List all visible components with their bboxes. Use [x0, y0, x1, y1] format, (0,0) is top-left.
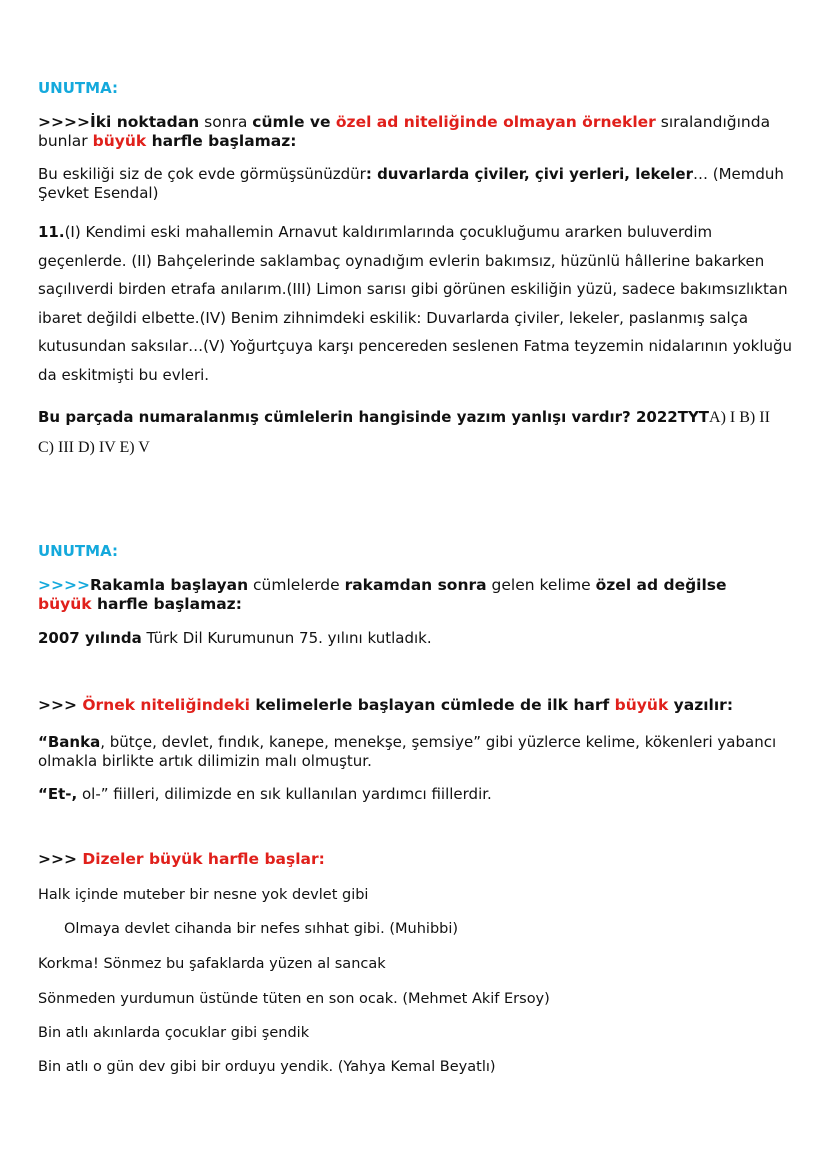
- section2-example: 2007 yılında Türk Dil Kurumunun 75. yılını kutladık.: [38, 629, 432, 647]
- question-options: A) I B) II C) III D) IV E) V: [38, 409, 770, 456]
- poem-line: Bin atlı o gün dev gibi bir orduyu yendik. (Yahya Kemal Beyatlı): [38, 1059, 496, 1075]
- section3-rule: >>> Örnek niteliğindeki kelimelerle başlayan cümlede de ilk harf büyük yazılır:: [38, 696, 734, 714]
- poem-line: Sönmeden yurdumun üstünde tüten en son ocak. (Mehmet Akif Ersoy): [38, 991, 550, 1007]
- section2-heading: UNUTMA:: [38, 542, 118, 560]
- section1-heading: UNUTMA:: [38, 79, 118, 97]
- poem-line: Korkma! Sönmez bu şafaklarda yüzen al sancak: [38, 956, 386, 972]
- section1-example: Bu eskiliği siz de çok evde görmüşsünüzdür: duvarlarda çiviler, çivi yerleri, lekeler… (Memduh Şevket Esendal): [38, 165, 784, 202]
- poem-line: Bin atlı akınlarda çocuklar gibi şendik: [38, 1025, 310, 1041]
- section4-rule: >>> Dizeler büyük harfle başlar:: [38, 850, 325, 868]
- section3-example-1: “Banka, bütçe, devlet, fındık, kanepe, menekşe, şemsiye” gibi yüzlerce kelime, kökenleri yabancı olmakla birlikte artık dilimizin malı olmuştur.: [38, 733, 777, 770]
- question-paragraph: 11.(I) Kendimi eski mahallemin Arnavut kaldırımlarında çocukluğumu ararken buluverdim geçenlerde. (II) Bahçelerinde saklambaç oynadığım evlerin bakımsız, hüzünlü hâllerine bakarken saçılıverdi birden etrafa anılarım.(III) Limon sarısı gibi görünen eskiliğin yüzü, sadece bakımsızlıktan ibaret değildi elbette.(IV) Benim zihnimdeki eskilik: Duvarlarda çiviler, lekeler, paslanmış salça kutusundan saksılar…(V) Yoğurtçuya karşı pencereden seslenen Fatma teyzemin nidalarının yokluğu da eskitmişti bu evleri.: [38, 223, 793, 384]
- section1-rule: >>>>İki noktadan sonra cümle ve özel ad niteliğinde olmayan örnekler sıralandığında bunlar büyük harfle başlamaz:: [38, 113, 771, 150]
- section3-example-2: “Et-, ol-” fiilleri, dilimizde en sık kullanılan yardımcı fiillerdir.: [38, 785, 492, 803]
- section2-rule: >>>>Rakamla başlayan cümlelerde rakamdan sonra gelen kelime özel ad değilse büyük harfle başlamaz:: [38, 576, 727, 613]
- poem-line: Halk içinde muteber bir nesne yok devlet gibi: [38, 887, 369, 903]
- question-prompt: Bu parçada numaralanmış cümlelerin hangisinde yazım yanlışı vardır? 2022TYTA) I B) II C) III D) IV E) V: [38, 408, 770, 456]
- poem-line: Olmaya devlet cihanda bir nefes sıhhat gibi. (Muhibbi): [64, 921, 459, 937]
- question-number: 11.: [38, 223, 65, 241]
